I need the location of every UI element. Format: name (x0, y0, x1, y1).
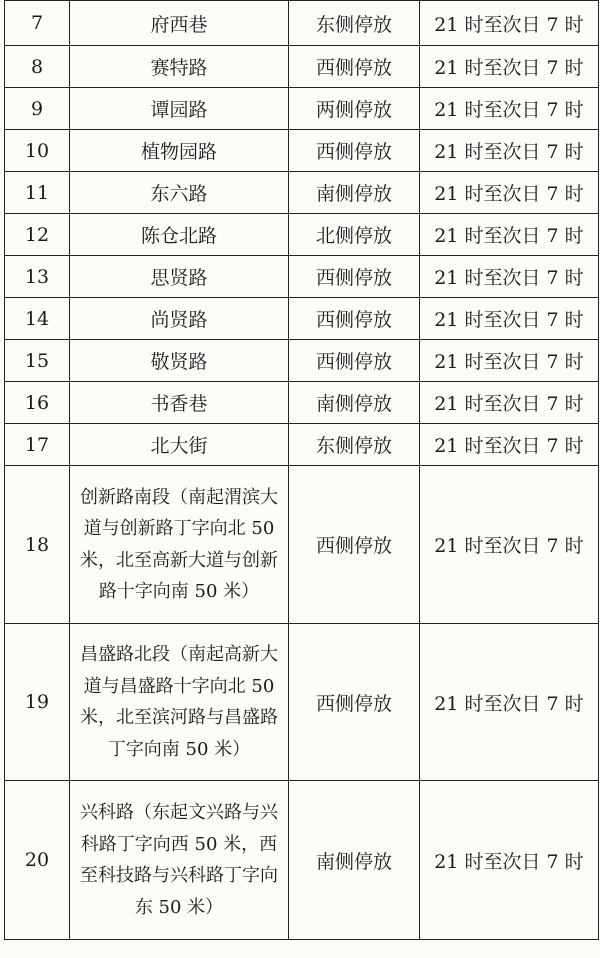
road-name: 府西巷 (70, 1, 289, 46)
parking-time: 21 时至次日 7 时 (420, 624, 599, 781)
parking-time: 21 时至次日 7 时 (420, 340, 599, 382)
table-row (5, 88, 599, 130)
row-number: 16 (5, 382, 70, 424)
row-number: 17 (5, 424, 70, 466)
road-name: 书香巷 (70, 382, 289, 424)
parking-side: 南侧停放 (289, 382, 420, 424)
road-name: 赛特路 (70, 46, 289, 88)
row-number: 18 (5, 466, 70, 624)
row-number: 13 (5, 256, 70, 298)
row-number: 11 (5, 172, 70, 214)
table-row (5, 424, 599, 466)
parking-time: 21 时至次日 7 时 (420, 1, 599, 46)
road-name: 尚贤路 (70, 298, 289, 340)
parking-time: 21 时至次日 7 时 (420, 781, 599, 940)
parking-side: 两侧停放 (289, 88, 420, 130)
road-name: 创新路南段（南起渭滨大道与创新路丁字向北 50 米，北至高新大道与创新路十字向南 50 米） (70, 466, 289, 624)
parking-side: 西侧停放 (289, 624, 420, 781)
parking-time: 21 时至次日 7 时 (420, 298, 599, 340)
parking-time: 21 时至次日 7 时 (420, 382, 599, 424)
parking-time: 21 时至次日 7 时 (420, 424, 599, 466)
road-name: 陈仓北路 (70, 214, 289, 256)
table-row (5, 214, 599, 256)
table-row (5, 340, 599, 382)
row-number: 8 (5, 46, 70, 88)
parking-time: 21 时至次日 7 时 (420, 130, 599, 172)
road-name: 植物园路 (70, 130, 289, 172)
row-number: 15 (5, 340, 70, 382)
road-name: 兴科路（东起文兴路与兴科路丁字向西 50 米，西至科技路与兴科路丁字向东 50 米） (70, 781, 289, 940)
road-name: 思贤路 (70, 256, 289, 298)
parking-table (4, 0, 599, 940)
table-row (5, 256, 599, 298)
table-row (5, 130, 599, 172)
parking-side: 西侧停放 (289, 46, 420, 88)
road-name: 谭园路 (70, 88, 289, 130)
row-number: 9 (5, 88, 70, 130)
parking-side: 北侧停放 (289, 214, 420, 256)
road-name: 北大街 (70, 424, 289, 466)
parking-time: 21 时至次日 7 时 (420, 214, 599, 256)
parking-time: 21 时至次日 7 时 (420, 88, 599, 130)
table-row (5, 781, 599, 940)
parking-side: 西侧停放 (289, 298, 420, 340)
table-row (5, 172, 599, 214)
table-row (5, 1, 599, 46)
table-row (5, 624, 599, 781)
row-number: 14 (5, 298, 70, 340)
road-name: 昌盛路北段（南起高新大道与昌盛路十字向北 50 米，北至滨河路与昌盛路丁字向南 50 米） (70, 624, 289, 781)
road-name: 敬贤路 (70, 340, 289, 382)
row-number: 12 (5, 214, 70, 256)
row-number: 19 (5, 624, 70, 781)
row-number: 7 (5, 1, 70, 46)
table-row (5, 466, 599, 624)
row-number: 10 (5, 130, 70, 172)
parking-side: 南侧停放 (289, 172, 420, 214)
row-number: 20 (5, 781, 70, 940)
table-row (5, 382, 599, 424)
parking-time: 21 时至次日 7 时 (420, 172, 599, 214)
table-row (5, 298, 599, 340)
parking-side: 西侧停放 (289, 256, 420, 298)
parking-side: 西侧停放 (289, 466, 420, 624)
road-name: 东六路 (70, 172, 289, 214)
parking-time: 21 时至次日 7 时 (420, 46, 599, 88)
table-row (5, 46, 599, 88)
parking-time: 21 时至次日 7 时 (420, 256, 599, 298)
parking-side: 西侧停放 (289, 340, 420, 382)
parking-side: 东侧停放 (289, 424, 420, 466)
parking-side: 南侧停放 (289, 781, 420, 940)
parking-time: 21 时至次日 7 时 (420, 466, 599, 624)
parking-side: 东侧停放 (289, 1, 420, 46)
parking-side: 西侧停放 (289, 130, 420, 172)
